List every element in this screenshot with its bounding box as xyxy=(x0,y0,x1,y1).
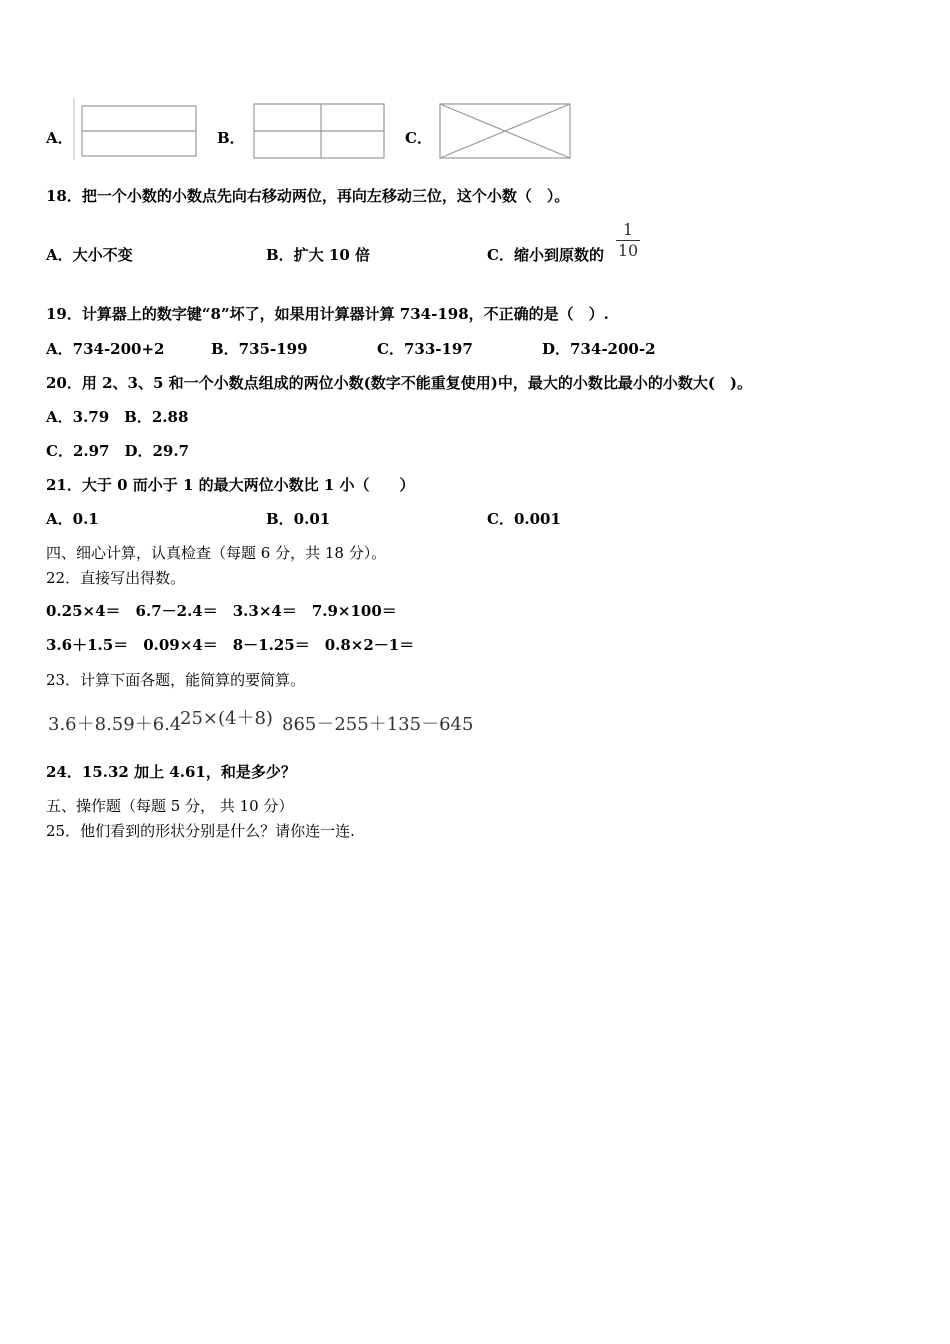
q21-option-a: A．0.1 xyxy=(46,510,99,528)
section-5-title: 五、操作题（每题 5 分， 共 10 分） xyxy=(46,797,294,815)
section-4-title: 四、细心计算，认真检查（每题 6 分，共 18 分）。 xyxy=(46,544,387,562)
q22-row2: 3.6＋1.5＝ 0.09×4＝ 8－1.25＝ 0.8×2－1＝ xyxy=(46,636,415,654)
q17-figure-c xyxy=(438,102,574,160)
q21-question: 21．大于 0 而小于 1 的最大两位小数比 1 小（ ） xyxy=(46,476,415,494)
q17-option-a: A． xyxy=(46,129,73,147)
q17-figure-b xyxy=(252,102,388,160)
q17-option-c: C． xyxy=(405,129,432,147)
q19-question: 19．计算器上的数字键“8”坏了，如果用计算器计算 734-198，不正确的是（ ）. xyxy=(46,305,609,323)
q18-option-a: A．大小不变 xyxy=(46,246,133,264)
q24-question: 24．15.32 加上 4.61，和是多少？ xyxy=(46,763,296,781)
q22-question: 22．直接写出得数。 xyxy=(46,569,186,587)
q23-expression-3: 865－255＋135－645 xyxy=(282,714,474,735)
q21-option-c: C．0.001 xyxy=(487,510,561,528)
q22-row1: 0.25×4＝ 6.7－2.4＝ 3.3×4＝ 7.9×100＝ xyxy=(46,602,397,620)
q23-expression-2: 25×(4＋8) xyxy=(180,708,273,729)
q20-options-row2: C．2.97 D．29.7 xyxy=(46,442,190,460)
q20-options-row1: A．3.79 B．2.88 xyxy=(46,408,189,426)
q17-figure-a xyxy=(72,98,200,160)
q17-option-b: B． xyxy=(217,129,245,147)
q19-option-b: B．735-199 xyxy=(211,340,308,358)
q18-option-b: B．扩大 10 倍 xyxy=(266,246,370,264)
q25-question: 25．他们看到的形状分别是什么？请你连一连. xyxy=(46,822,355,840)
q19-option-d: D．734-200-2 xyxy=(542,340,656,358)
q18-fraction xyxy=(616,221,640,260)
q20-question: 20．用 2、3、5 和一个小数点组成的两位小数(数字不能重复使用)中，最大的小数比最小的小数大( )。 xyxy=(46,374,753,392)
q18-question: 18．把一个小数的小数点先向右移动两位，再向左移动三位，这个小数（ ）。 xyxy=(46,187,570,205)
q18-option-c: C．缩小到原数的 xyxy=(487,246,604,264)
q19-option-a: A．734-200+2 xyxy=(46,340,165,358)
q23-question: 23．计算下面各题，能简算的要简算。 xyxy=(46,671,306,689)
q21-option-b: B．0.01 xyxy=(266,510,331,528)
q23-expression-1: 3.6＋8.59＋6.4 xyxy=(48,714,182,735)
fraction-numerator: 1 xyxy=(622,220,634,239)
fraction-denominator: 10 xyxy=(617,241,639,260)
q19-option-c: C．733-197 xyxy=(377,340,473,358)
